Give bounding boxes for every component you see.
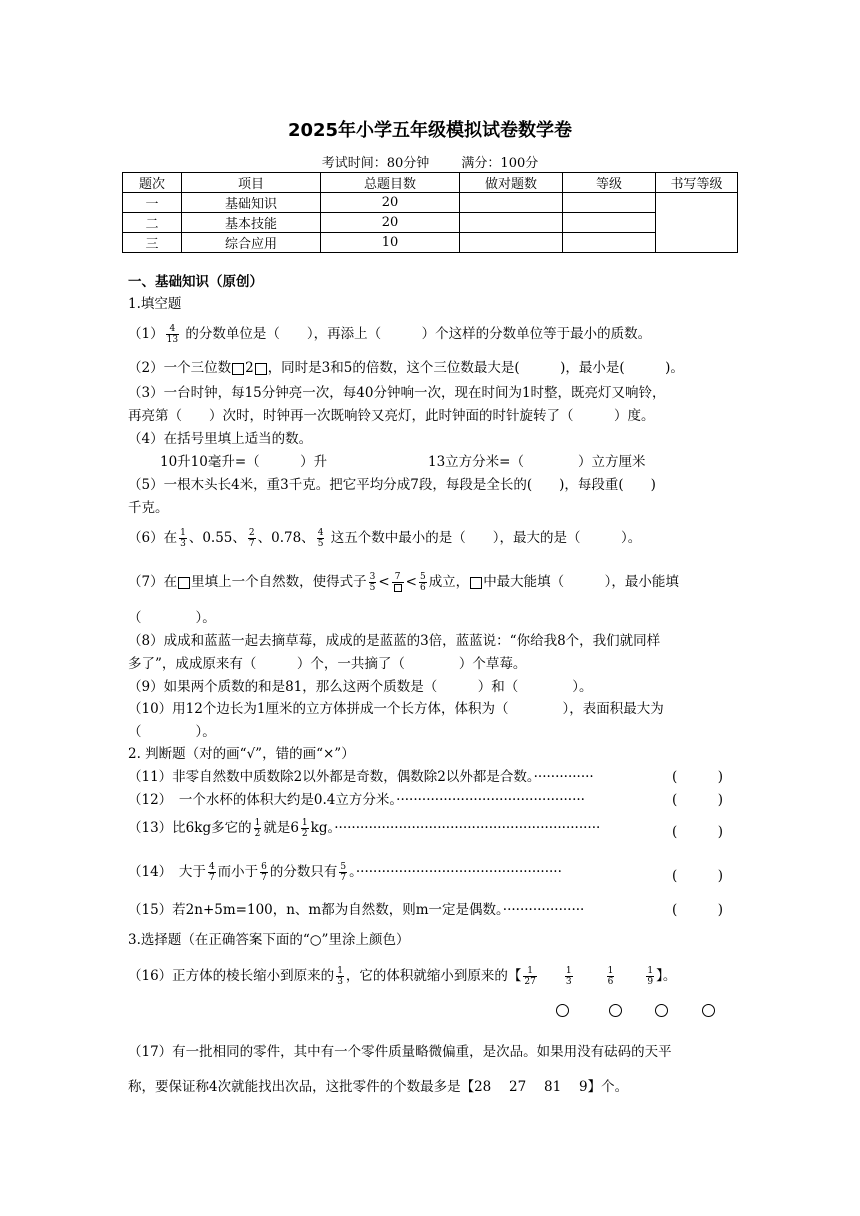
option-circle-icon[interactable] <box>655 1004 668 1017</box>
fraction: $\frac{5}{7}$ <box>340 862 347 883</box>
question-13: （13）比6kg多它的 $\frac{1}{2}$ 就是6 $\frac{1}{2}$ kg。······························································ <box>128 818 601 839</box>
question-11: （11）非零自然数中质数除2以外都是奇数，偶数除2以外都是合数。·············· <box>128 769 594 785</box>
table-header: 做对题数 <box>460 173 563 193</box>
grade-cell[interactable] <box>563 213 656 233</box>
table-cell: 三 <box>123 233 182 253</box>
correct-count-cell[interactable] <box>460 213 563 233</box>
table-cell: 基础知识 <box>182 193 321 213</box>
question-1: （1） $\frac{4}{13}$ 的分数单位是（ ），再添上（ ）个这样的分数单位等于最小的质数。 <box>128 324 652 345</box>
question-3-line-1: （3）一台时钟，每15分钟亮一次，每40分钟响一次，现在时间为1时整，既亮灯又响铃， <box>128 385 666 401</box>
blank-box-icon <box>255 363 267 375</box>
answer-paren[interactable]: ( ) <box>672 792 724 808</box>
table-row <box>123 213 738 233</box>
question-14: （14） 大于 $\frac{4}{7}$ 而小于 $\frac{6}{7}$ 的分数只有 $\frac{5}{7}$ 。················································ <box>128 862 562 883</box>
section-heading: 一、基础知识（原创） <box>128 274 263 290</box>
answer-paren[interactable]: ( ) <box>672 824 724 840</box>
question-8-line-2: 多了”，成成原来有（ ）个，一共摘了（ ）个草莓。 <box>128 656 527 672</box>
table-cell: 一 <box>123 193 182 213</box>
question-4b: 13立方分米=（ ）立方厘米 <box>428 454 646 470</box>
table-header: 项目 <box>182 173 321 193</box>
fraction: $\frac{1}{2}$ <box>301 818 308 839</box>
blank-box-icon <box>178 577 190 589</box>
question-9: （9）如果两个质数的和是81，那么这两个质数是（ ）和（ ）。 <box>128 679 593 695</box>
table-cell: 10 <box>321 233 460 253</box>
full-score: 满分：100分 <box>461 156 539 171</box>
part-heading: 2. 判断题（对的画“√”，错的画“×”） <box>128 746 355 762</box>
fraction: $\frac{4}{7}$ <box>208 862 215 883</box>
fraction: $\frac{4}{13}$ <box>166 324 179 345</box>
question-7: （7）在 里填上一个自然数，使得式子 $\frac{3}{5}$ < 7 < $\frac{5}{6}$ 成立， 中最大能填（ ），最小能填 <box>128 572 679 593</box>
option-fraction: $\frac{1}{27}$ <box>524 966 536 987</box>
table-row <box>123 193 738 213</box>
table-header: 总题目数 <box>321 173 460 193</box>
fraction: $\frac{4}{5}$ <box>317 528 324 549</box>
option-circle-icon[interactable] <box>609 1004 622 1017</box>
question-5-line-2: 千克。 <box>128 500 169 516</box>
fraction: $\frac{1}{3}$ <box>337 966 343 987</box>
fraction: $\frac{3}{5}$ <box>369 572 376 593</box>
table-header: 等级 <box>563 173 656 193</box>
question-16: （16）正方体的棱长缩小到原来的 $\frac{1}{3}$ ，它的体积就缩小到原来的【 $\frac{1}{27}$ $\frac{1}{3}$ $\frac{1}{6}$ $\frac{1}{9}$ 】。 <box>128 966 677 987</box>
score-table <box>122 172 738 253</box>
table-cell: 二 <box>123 213 182 233</box>
question-2: （2）一个三位数 2 ，同时是3和5的倍数，这个三位数最大是( )，最小是( )。 <box>128 360 684 376</box>
table-header: 书写等级 <box>656 173 738 193</box>
question-17-line-2: 称，要保证称4次就能找出次品，这批零件的个数最多是【28 27 81 9】个。 <box>128 1079 629 1095</box>
table-cell: 20 <box>321 213 460 233</box>
question-12: （12） 一个水杯的体积大约是0.4立方分米。············································ <box>128 792 585 808</box>
question-8-line-1: （8）成成和蓝蓝一起去摘草莓，成成的是蓝蓝的3倍，蓝蓝说：“你给我8个，我们就同样 <box>128 633 661 649</box>
answer-paren[interactable]: ( ) <box>672 868 724 884</box>
table-header-row <box>123 173 738 193</box>
option-fraction: $\frac{1}{6}$ <box>607 966 614 987</box>
exam-info <box>0 152 860 171</box>
answer-paren[interactable]: ( ) <box>672 769 724 785</box>
blank-box-icon <box>394 584 402 592</box>
fraction: $\frac{1}{3}$ <box>180 528 186 549</box>
table-row <box>123 233 738 253</box>
fraction: $\frac{2}{7}$ <box>248 528 255 549</box>
question-4a: 10升10毫升=（ ）升 <box>160 454 328 470</box>
table-cell: 基本技能 <box>182 213 321 233</box>
question-3-line-2: 再亮第（ ）次时，时钟再一次既响铃又亮灯，此时钟面的时针旋转了（ ）度。 <box>128 408 655 424</box>
answer-paren[interactable]: ( ) <box>672 902 724 918</box>
writing-grade-cell[interactable] <box>656 193 738 253</box>
part-heading: 1.填空题 <box>128 296 182 312</box>
question-17-line-1: （17）有一批相同的零件，其中有一个零件质量略微偏重，是次品。如果用没有砝码的天平 <box>128 1044 672 1060</box>
blank-box-icon <box>232 363 244 375</box>
table-cell: 综合应用 <box>182 233 321 253</box>
table-header: 题次 <box>123 173 182 193</box>
question-5-line-1: （5）一根木头长4米，重3千克。把它平均分成7段，每段是全长的( )，每段重( ) <box>128 477 656 493</box>
question-6: （6）在 $\frac{1}{3}$ 、0.55、 $\frac{2}{7}$ 、0.78、 $\frac{4}{5}$ 这五个数中最小的是（ ），最大的是（ ）。 <box>128 528 642 549</box>
option-circle-icon[interactable] <box>702 1004 715 1017</box>
option-circle-icon[interactable] <box>556 1004 569 1017</box>
question-4: （4）在括号里填上适当的数。 <box>128 431 313 447</box>
question-10-line-1: （10）用12个边长为1厘米的立方体拼成一个长方体，体积为（ ），表面积最大为 <box>128 701 664 717</box>
exam-time: 考试时间：80分钟 <box>321 156 430 171</box>
grade-cell[interactable] <box>563 193 656 213</box>
fraction: 7 <box>392 572 404 593</box>
correct-count-cell[interactable] <box>460 233 563 253</box>
page-title: 2025年小学五年级模拟试卷数学卷 <box>287 120 573 141</box>
fraction: $\frac{6}{7}$ <box>261 862 267 883</box>
grade-cell[interactable] <box>563 233 656 253</box>
question-10-line-2: （ ）。 <box>128 724 216 740</box>
part-heading: 3.选择题（在正确答案下面的“○”里涂上颜色） <box>128 932 410 948</box>
option-fraction: $\frac{1}{9}$ <box>647 966 654 987</box>
fraction: $\frac{1}{2}$ <box>254 818 261 839</box>
correct-count-cell[interactable] <box>460 193 563 213</box>
blank-box-icon <box>470 577 482 589</box>
question-7-line-2: （ ）。 <box>128 610 216 626</box>
fraction: $\frac{5}{6}$ <box>419 572 426 593</box>
option-fraction: $\frac{1}{3}$ <box>565 966 572 987</box>
table-cell: 20 <box>321 193 460 213</box>
question-15: （15）若2n+5m=100，n、m都为自然数，则m一定是偶数。··················· <box>128 902 585 918</box>
